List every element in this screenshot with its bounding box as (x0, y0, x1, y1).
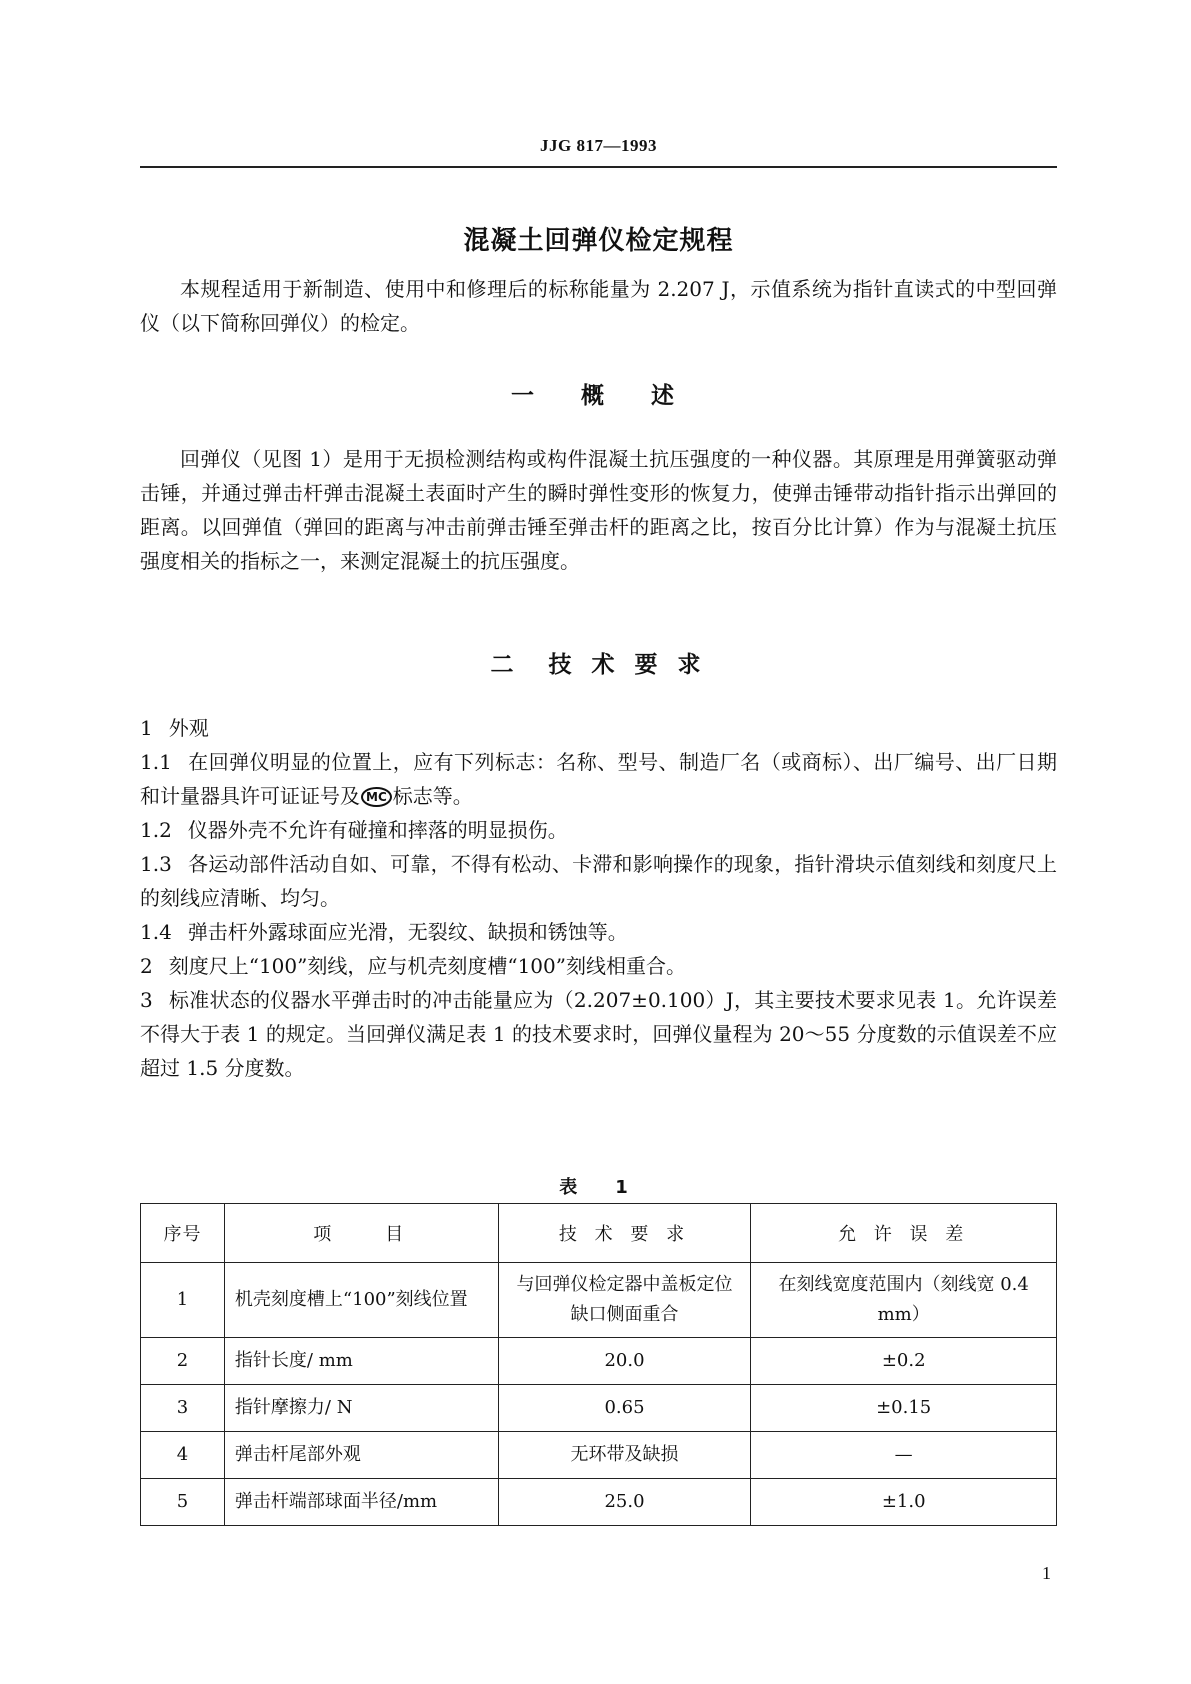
list-item (140, 915, 1057, 949)
item-text: 外观 (168, 716, 209, 740)
item-number: 1 (140, 716, 153, 740)
cell-serial: 2 (141, 1338, 225, 1385)
header-rule (140, 166, 1057, 168)
cell-item: 弹击杆端部球面半径/mm (224, 1479, 498, 1526)
cell-item: 指针摩擦力/ N (224, 1385, 498, 1432)
item-text: 刻度尺上“100”刻线，应与机壳刻度槽“100”刻线相重合。 (168, 954, 686, 978)
mc-metrology-logo-icon: MC (361, 787, 392, 807)
cell-item: 弹击杆尾部外观 (224, 1432, 498, 1479)
list-item (140, 813, 1057, 847)
item-text: 标准状态的仪器水平弹击时的冲击能量应为（2.207±0.100）J，其主要技术要求见表 1。允许误差不得大于表 1 的规定。当回弹仪满足表 1 的技术要求时，回弹仪量程为 20～55 分度数的示值误差不应超过 1.5 分度数。 (140, 988, 1057, 1080)
item-number: 1.4 (140, 920, 172, 944)
table-row (141, 1432, 1057, 1479)
cell-item: 指针长度/ mm (224, 1338, 498, 1385)
cell-serial: 1 (141, 1263, 225, 1338)
cell-requirement: 无环带及缺损 (498, 1432, 751, 1479)
item-number: 1.3 (140, 852, 172, 876)
item-number: 1.1 (140, 750, 172, 774)
overview-paragraph: 回弹仪（见图 1）是用于无损检测结构或构件混凝土抗压强度的一种仪器。其原理是用弹簧驱动弹击锤，并通过弹击杆弹击混凝土表面时产生的瞬时弹性变形的恢复力，使弹击锤带动指针指示出弹回的距离。以回弹值（弹回的距离与冲击前弹击锤至弹击杆的距离之比，按百分比计算）作为与混凝土抗压强度相关的指标之一，来测定混凝土的抗压强度。 (140, 447, 1057, 573)
cell-requirement: 25.0 (498, 1479, 751, 1526)
technical-requirements-table (140, 1203, 1057, 1526)
cell-tolerance: — (751, 1432, 1057, 1479)
cell-tolerance: ±1.0 (751, 1479, 1057, 1526)
table-caption: 表 1 (559, 1177, 638, 1198)
cell-serial: 3 (141, 1385, 225, 1432)
cell-requirement: 20.0 (498, 1338, 751, 1385)
item-text: 弹击杆外露球面应光滑，无裂纹、缺损和锈蚀等。 (187, 920, 628, 944)
item-text-continued: 标志等。 (392, 784, 473, 808)
cell-serial: 5 (141, 1479, 225, 1526)
cell-requirement: 与回弹仪检定器中盖板定位缺口侧面重合 (498, 1263, 751, 1338)
table-row (141, 1338, 1057, 1385)
item-number: 3 (140, 988, 153, 1012)
list-item (140, 745, 1057, 813)
list-item (140, 847, 1057, 915)
column-header-tolerance: 允 许 误 差 (751, 1204, 1057, 1263)
page-number: 1 (1042, 1563, 1051, 1583)
scope-paragraph: 本规程适用于新制造、使用中和修理后的标称能量为 2.207 J，示值系统为指针直读式的中型回弹仪（以下简称回弹仪）的检定。 (140, 277, 1057, 335)
cell-tolerance: ±0.15 (751, 1385, 1057, 1432)
cell-tolerance: 在刻线宽度范围内（刻线宽 0.4 mm） (751, 1263, 1057, 1338)
item-number: 2 (140, 954, 153, 978)
section-heading-overview: 一 概 述 (511, 383, 686, 409)
item-text: 各运动部件活动自如、可靠，不得有松动、卡滞和影响操作的现象，指针滑块示值刻线和刻度尺上的刻线应清晰、均匀。 (140, 852, 1057, 910)
item-text: 在回弹仪明显的位置上，应有下列标志：名称、型号、制造厂名（或商标）、出厂编号、出厂日期和计量器具许可证证号及 (140, 750, 1057, 808)
list-item (140, 983, 1057, 1085)
column-header-requirement: 技 术 要 求 (498, 1204, 751, 1263)
cell-requirement: 0.65 (498, 1385, 751, 1432)
cell-item: 机壳刻度槽上“100”刻线位置 (224, 1263, 498, 1338)
table-row (141, 1479, 1057, 1526)
list-item (140, 949, 1057, 983)
running-head-standard-code: JJG 817—1993 (540, 136, 657, 155)
table-header-row (141, 1204, 1057, 1263)
item-text: 仪器外壳不允许有碰撞和摔落的明显损伤。 (187, 818, 568, 842)
item-number: 1.2 (140, 818, 172, 842)
table-row (141, 1263, 1057, 1338)
cell-tolerance: ±0.2 (751, 1338, 1057, 1385)
document-title: 混凝土回弹仪检定规程 (463, 226, 734, 256)
list-item (140, 711, 1057, 745)
cell-serial: 4 (141, 1432, 225, 1479)
table-row (141, 1385, 1057, 1432)
column-header-serial: 序号 (141, 1204, 225, 1263)
section-heading-technical-requirements: 二 技 术 要 求 (490, 652, 707, 678)
column-header-item: 项 目 (224, 1204, 498, 1263)
